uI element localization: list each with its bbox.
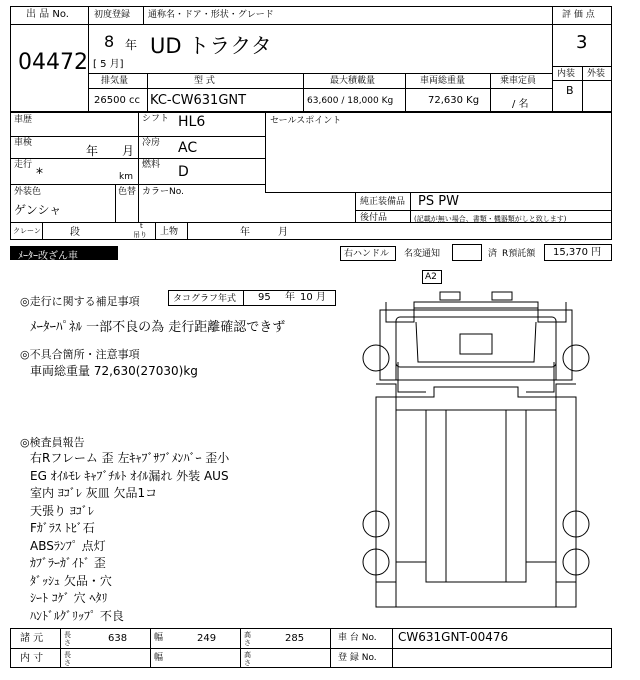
sales-point-label: セールスポイント bbox=[270, 116, 342, 126]
shaken-label: 車検 bbox=[14, 138, 33, 148]
aftermarket-label: 後付品 bbox=[360, 213, 388, 223]
model-label: 型 式 bbox=[194, 76, 215, 86]
reg-year: 8 bbox=[104, 32, 115, 51]
defect-notes-title: ◎不具合箇所・注意事項 bbox=[20, 348, 140, 361]
recycle-prefix: 済 bbox=[488, 249, 498, 259]
driving-notes-title: ◎走行に関する補足事項 bbox=[20, 295, 140, 308]
color-code-label: カラーNo. bbox=[142, 187, 184, 197]
width-label: 幅 bbox=[154, 633, 164, 643]
mileage-value: * bbox=[36, 166, 43, 182]
inspector-line: ｶﾌﾞﾗｰｶﾞｲﾄﾞ 歪 bbox=[30, 556, 106, 570]
upper-year-unit: 年 bbox=[240, 227, 250, 238]
inner-dims-label: 内 寸 bbox=[20, 653, 44, 664]
upper-month-unit: 月 bbox=[278, 227, 288, 238]
interior-grade: B bbox=[566, 84, 574, 97]
gross-weight-label: 車両総重量 bbox=[420, 76, 466, 86]
color-change-label: 色替 bbox=[118, 187, 137, 197]
tachograph-month: 10 月 bbox=[300, 292, 326, 303]
inspector-line: ABSﾗﾝﾌﾟ 点灯 bbox=[30, 538, 106, 553]
height-value: 285 bbox=[285, 633, 305, 644]
fuel-value: D bbox=[178, 164, 189, 180]
car-name: UD トラクタ bbox=[150, 34, 272, 58]
model-value: KC-CW631GNT bbox=[150, 93, 247, 108]
shaken-year-unit: 年 bbox=[86, 144, 99, 158]
capacity-label: 乗車定員 bbox=[500, 76, 537, 86]
inspector-line: ﾊﾝﾄﾞﾙｸﾞﾘｯﾌﾟ 不良 bbox=[30, 608, 124, 623]
name-change-box bbox=[452, 244, 482, 261]
upper-body-label: 上物 bbox=[160, 227, 179, 237]
driving-notes-text: ﾒｰﾀｰﾊﾟﾈﾙ 一部不良の為 走行距離確認できず bbox=[30, 320, 286, 335]
tachograph-year-unit: 年 bbox=[285, 292, 295, 303]
inspector-report-list bbox=[30, 449, 350, 624]
crane-lift-unit: 吊り bbox=[133, 231, 147, 239]
ac-value: AC bbox=[178, 140, 198, 156]
grade-value: 3 bbox=[576, 32, 588, 53]
lot-label: 出 品 No. bbox=[26, 9, 69, 20]
inner-width-label: 幅 bbox=[154, 653, 164, 663]
color-label: 外装色 bbox=[14, 187, 42, 197]
shaken-month-unit: 月 bbox=[122, 144, 135, 158]
damage-code: A2 bbox=[425, 272, 437, 282]
inspector-line: 右Rフレーム 歪 左ｷｬﾌﾞｻﾌﾞﾒﾝﾊﾞｰ 歪小 bbox=[30, 451, 230, 465]
ac-label: 冷房 bbox=[142, 138, 161, 148]
tachograph-year: 95 bbox=[258, 292, 271, 303]
crane-label: クレーン bbox=[13, 227, 41, 235]
color-value: ゲンシャ bbox=[14, 203, 62, 217]
truck-diagram bbox=[356, 262, 596, 612]
inspector-line: ﾀﾞｯｼｭ 欠品・穴 bbox=[30, 573, 112, 588]
car-name-label: 通称名・ドア・形状・グレード bbox=[148, 10, 274, 20]
steering-value: 右ハンドル bbox=[344, 249, 390, 259]
crane-ton-unit: t bbox=[140, 222, 143, 230]
displacement-label: 排気量 bbox=[101, 76, 129, 86]
defect-notes-text: 車両総重量 72,630(27030)kg bbox=[30, 364, 198, 378]
inspector-line: 室内 ﾖｺﾞﾚ 灰皿 欠品1コ bbox=[30, 486, 158, 500]
inspector-line: EG ｵｲﾙﾓﾚ ｷｬﾌﾞﾁﾙﾄ ｵｲﾙ漏れ 外装 AUS bbox=[30, 468, 229, 483]
width-value: 249 bbox=[197, 633, 217, 644]
shift-label: シフト bbox=[142, 114, 170, 124]
exterior-label: 外装 bbox=[587, 69, 606, 79]
history-label: 車歴 bbox=[14, 115, 33, 125]
fuel-label: 燃料 bbox=[142, 160, 161, 170]
length-value: 638 bbox=[108, 633, 128, 644]
interior-label: 内装 bbox=[557, 69, 576, 79]
inspector-line: ｼｰﾄ ｺｹﾞ 穴 ﾍﾀﾘ bbox=[30, 591, 108, 605]
inspector-line: 天張り ﾖｺﾞﾚ bbox=[30, 503, 94, 518]
chassis-value: CW631GNT-00476 bbox=[398, 630, 509, 644]
recycle-value: 15,370 円 bbox=[553, 247, 602, 258]
inspector-line: Fｶﾞﾗｽ ﾄﾋﾞ石 bbox=[30, 521, 95, 535]
reg-month: [ 5 月] bbox=[93, 59, 124, 70]
name-change-label: 名変通知 bbox=[404, 249, 441, 259]
gross-weight-value: 72,630 Kg bbox=[428, 95, 480, 106]
lot-number: 04472 bbox=[18, 50, 88, 75]
recycle-label: R預託額 bbox=[502, 249, 536, 259]
dims-label: 諸 元 bbox=[20, 633, 44, 644]
aftermarket-note: (記載が無い場合、書類・機器類がしと致します) bbox=[414, 215, 567, 223]
capacity-value: / 名 bbox=[512, 99, 529, 110]
meter-tamper-text: ﾒｰﾀｰ改ざん車 bbox=[18, 251, 78, 262]
mileage-label: 走行 bbox=[14, 160, 33, 170]
inner-length-label: 長さ bbox=[64, 651, 71, 667]
chassis-label: 車 台 No. bbox=[338, 633, 377, 643]
shift-value: HL6 bbox=[178, 114, 206, 130]
equipment-label: 純正装備品 bbox=[360, 197, 406, 207]
registration-label: 登 録 No. bbox=[338, 653, 377, 663]
inspector-report-title: ◎検査員報告 bbox=[20, 436, 85, 449]
tachograph-label: タコグラフ年式 bbox=[173, 294, 237, 304]
length-label: 長さ bbox=[64, 631, 71, 647]
grade-label: 評 価 点 bbox=[562, 10, 595, 20]
max-load-value: 63,600 / 18,000 Kg bbox=[307, 96, 394, 106]
displacement-value: 26500 cc bbox=[94, 95, 140, 106]
equipment-value: PS PW bbox=[418, 194, 459, 209]
crane-stage-unit: 段 bbox=[70, 227, 80, 238]
max-load-label: 最大積載量 bbox=[330, 76, 376, 86]
first-reg-label: 初度登録 bbox=[94, 10, 131, 20]
mileage-unit: km bbox=[119, 172, 133, 182]
inner-height-label: 高さ bbox=[244, 651, 251, 667]
reg-year-unit: 年 bbox=[125, 38, 138, 52]
height-label: 高さ bbox=[244, 631, 251, 647]
